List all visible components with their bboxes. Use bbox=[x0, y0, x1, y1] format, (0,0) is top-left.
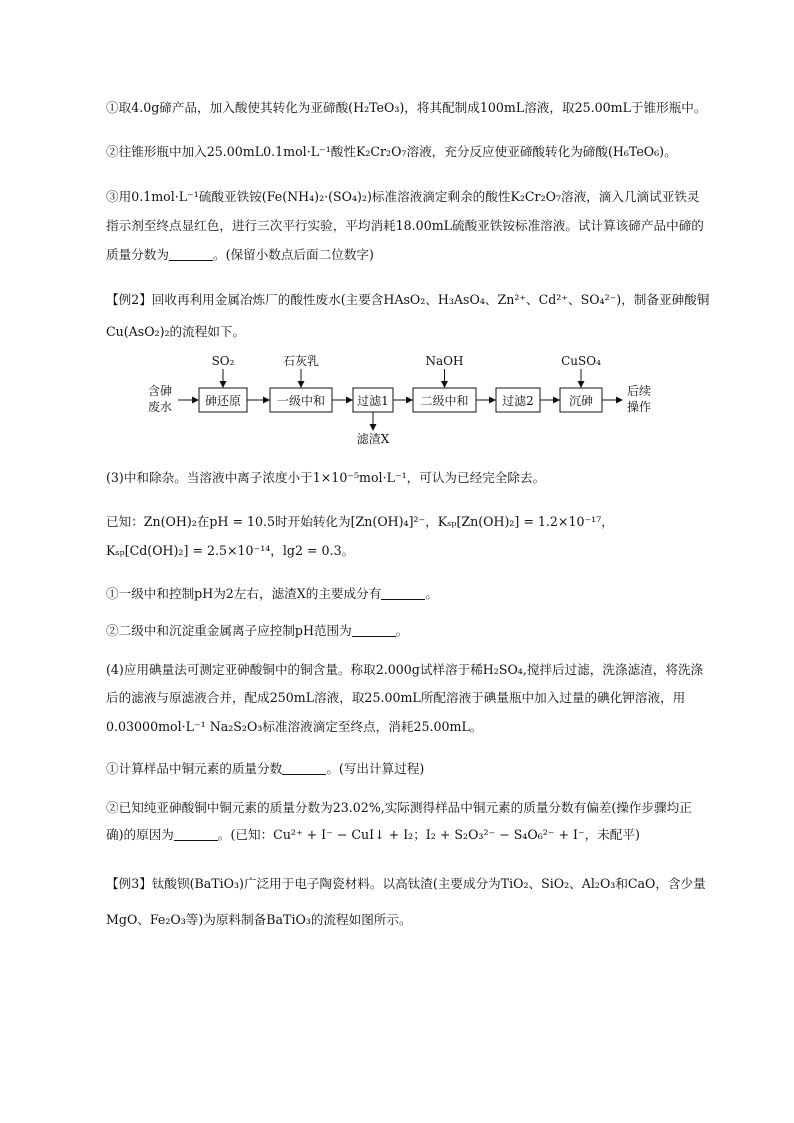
svg-text:一级中和: 一级中和 bbox=[276, 394, 326, 408]
line-8: (3)中和除杂。当溶液中离子浓度小于1×10⁻⁵mol·L⁻¹，可认为已经完全除去。 bbox=[106, 470, 546, 485]
flow-step-2 bbox=[270, 388, 332, 412]
flow-step-3 bbox=[353, 388, 393, 412]
byproduct-residue: 滤渣X bbox=[356, 432, 390, 446]
flow-input-bottom: 废水 bbox=[148, 400, 173, 414]
line-13: (4)应用碘量法可测定亚砷酸铜中的铜含量。称取2.000g试样溶于稀H₂SO₄,搅拌后过滤，洗涤滤渣，将洗涤 bbox=[106, 662, 704, 677]
line-12 bbox=[106, 623, 408, 639]
flow-output-top: 后续 bbox=[627, 384, 652, 398]
line-18-a: 确)的原因为 bbox=[106, 827, 174, 842]
answer-blank bbox=[352, 624, 396, 637]
line-16 bbox=[106, 761, 424, 777]
line-12-b: 。 bbox=[395, 623, 409, 638]
reagent-lime: 石灰乳 bbox=[282, 354, 320, 368]
line-20: MgO、Fe₂O₃等)为原料制备BaTiO₃的流程如图所示。 bbox=[106, 912, 412, 927]
answer-blank bbox=[169, 248, 213, 261]
line-16-a: ①计算样品中铜元素的质量分数 bbox=[106, 761, 283, 776]
svg-text:过滤2: 过滤2 bbox=[502, 394, 534, 408]
line-5 bbox=[106, 247, 374, 263]
line-1: ①取4.0g碲产品，加入酸使其转化为亚碲酸(H₂TeO₃)，将其配制成100mL溶液，取25.00mL于锥形瓶中。 bbox=[106, 100, 707, 115]
answer-blank bbox=[381, 587, 425, 600]
line-11 bbox=[106, 586, 438, 602]
line-2: ②往锥形瓶中加入25.00mL0.1mol·L⁻¹酸性K₂Cr₂O₇溶液，充分反应使亚碲酸转化为碲酸(H₆TeO₆)。 bbox=[106, 144, 677, 159]
reagent-naoh: NaOH bbox=[425, 354, 464, 368]
flow-step-6 bbox=[560, 388, 602, 412]
flow-step-5 bbox=[496, 388, 540, 412]
line-4: 指示剂至终点显红色，进行三次平行实验，平均消耗18.00mL硫酸亚铁铵标准溶液。试计算该碲产品中碲的 bbox=[106, 218, 704, 233]
process-flow-diagram bbox=[0, 346, 794, 456]
line-16-b: 。(写出计算过程) bbox=[326, 761, 425, 776]
svg-text:过滤1: 过滤1 bbox=[357, 394, 389, 408]
line-7: Cu(AsO₂)₂的流程如下。 bbox=[106, 324, 246, 339]
flow-input-top: 含砷 bbox=[148, 384, 173, 398]
answer-blank bbox=[282, 762, 326, 775]
line-11-b: 。 bbox=[425, 586, 438, 601]
line-19: 【例3】钛酸钡(BaTiO₃)广泛用于电子陶瓷材料。以高钛渣(主要成分为TiO₂、SiO₂、Al₂O₃和CaO，含少量 bbox=[106, 876, 706, 891]
line-5-b: 。(保留小数点后面二位数字) bbox=[212, 247, 374, 262]
reagent-cuso4: CuSO₄ bbox=[561, 354, 601, 368]
answer-blank bbox=[174, 828, 218, 841]
line-5-a: 质量分数为 bbox=[106, 247, 169, 262]
line-12-a: ②二级中和沉淀重金属离子应控制pH范围为 bbox=[106, 623, 352, 638]
line-9: 已知：Zn(OH)₂在pH = 10.5时开始转化为[Zn(OH)₄]²⁻，Kₛₚ[Zn(OH)₂] = 1.2×10⁻¹⁷， bbox=[106, 514, 614, 529]
line-18 bbox=[106, 827, 640, 843]
line-10: Kₛₚ[Cd(OH)₂] = 2.5×10⁻¹⁴，lg2 = 0.3。 bbox=[106, 543, 355, 558]
line-17: ②已知纯亚砷酸铜中铜元素的质量分数为23.02%,实际测得样品中铜元素的质量分数有偏差(操作步骤均正 bbox=[106, 800, 692, 815]
line-15: 0.03000mol·L⁻¹ Na₂S₂O₃标准溶液滴定至终点，消耗25.00mL。 bbox=[106, 719, 483, 734]
line-6: 【例2】回收再利用金属冶炼厂的酸性废水(主要含HAsO₂、H₃AsO₄、Zn²⁺、Cd²⁺、SO₄²⁻)，制备亚砷酸铜 bbox=[106, 292, 710, 307]
line-14: 后的滤液与原滤液合并，配成250mL溶液，取25.00mL所配溶液于碘量瓶中加入过量的碘化钾溶液，用 bbox=[106, 690, 686, 705]
reagent-so2: SO₂ bbox=[211, 354, 235, 368]
svg-text:砷还原: 砷还原 bbox=[204, 394, 242, 408]
svg-text:沉砷: 沉砷 bbox=[568, 394, 594, 408]
flow-step-1 bbox=[199, 388, 247, 412]
line-11-a: ①一级中和控制pH为2左右，滤渣X的主要成分有 bbox=[106, 586, 382, 601]
line-3: ③用0.1mol·L⁻¹硫酸亚铁铵(Fe(NH₄)₂·(SO₄)₂)标准溶液滴定剩余的酸性K₂Cr₂O₇溶液，滴入几滴试亚铁灵 bbox=[106, 189, 700, 204]
flow-step-4 bbox=[413, 388, 476, 412]
flow-output-bottom: 操作 bbox=[627, 400, 652, 414]
line-18-b: 。(已知：Cu²⁺ + I⁻ − CuI↓ + I₂；I₂ + S₂O₃²⁻ − S₄O₆²⁻ + I⁻，未配平) bbox=[217, 827, 640, 842]
svg-text:二级中和: 二级中和 bbox=[420, 394, 469, 408]
